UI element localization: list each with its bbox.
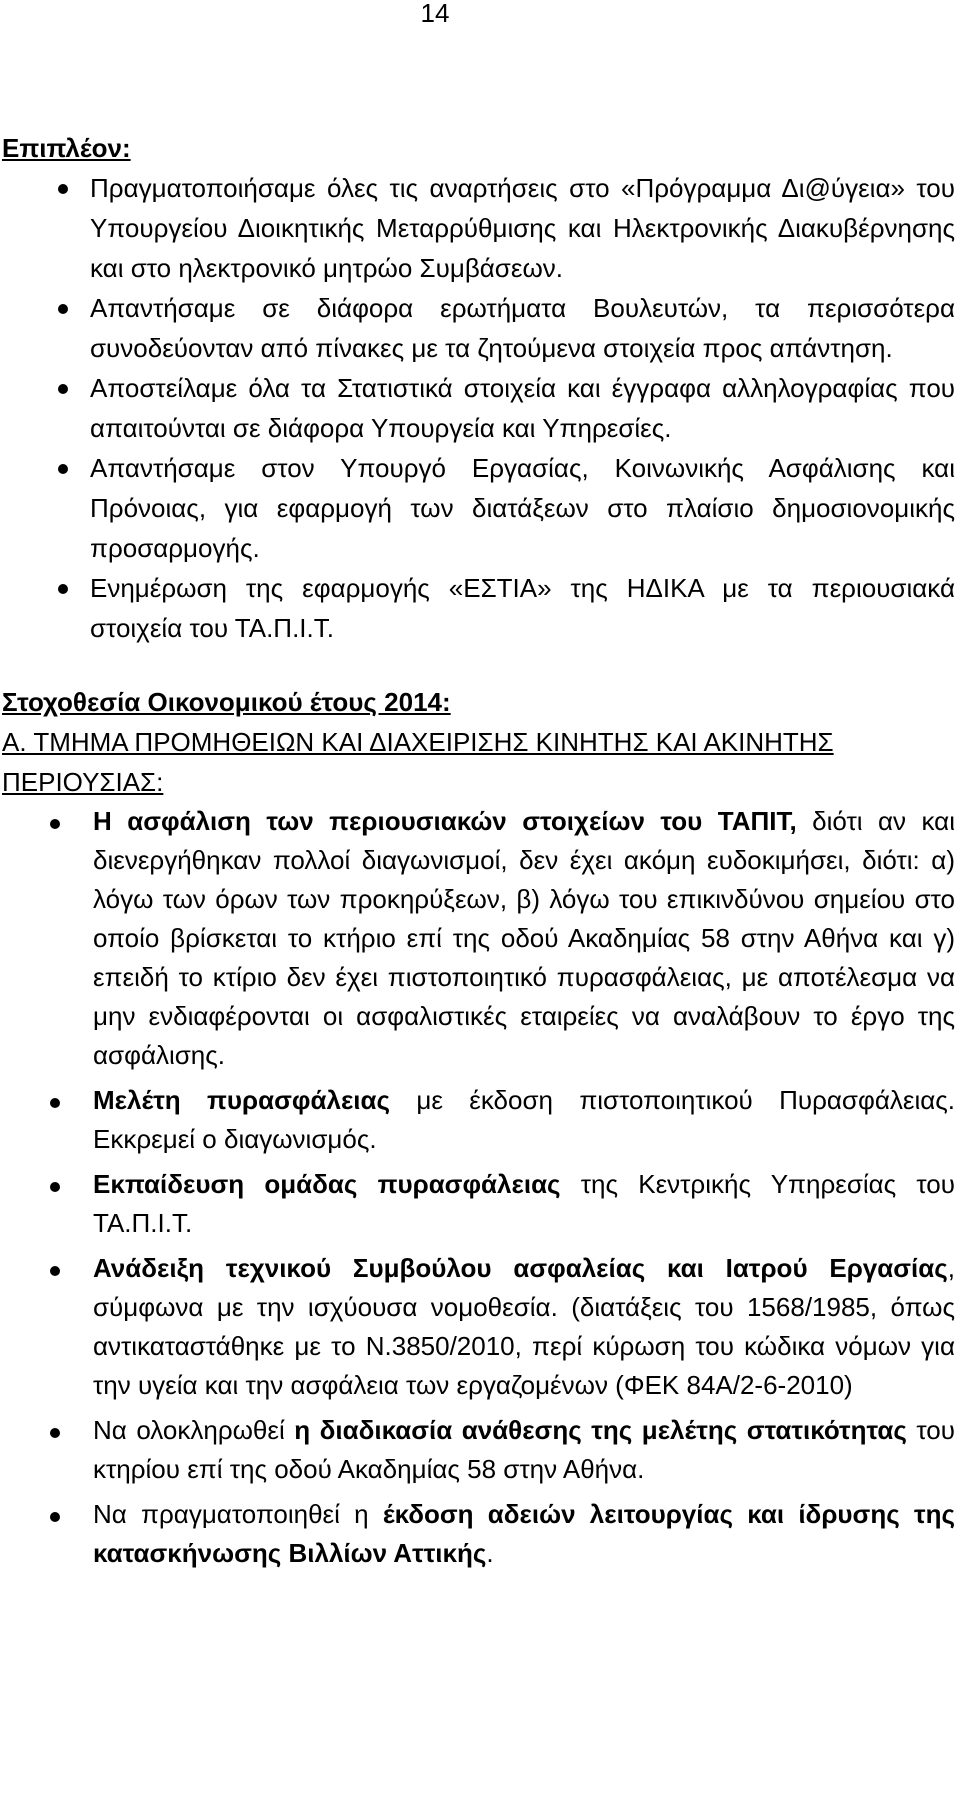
department-subheading: Α. ΤΜΗΜΑ ΠΡΟΜΗΘΕΙΩΝ ΚΑΙ ΔΙΑΧΕΙΡΙΣΗΣ ΚΙΝΗΤΗΣ ΚΑΙ ΑΚΙΝΗΤΗΣ ΠΕΡΙΟΥΣΙΑΣ:	[2, 727, 834, 797]
bullet-icon	[50, 1428, 60, 1438]
bullet-icon	[50, 1266, 60, 1276]
list-item: Ανάδειξη τεχνικού Συμβούλου ασφαλείας και Ιατρού Εργασίας, σύμφωνα με την ισχύουσα νομοθεσία. (διατάξεις του 1568/1985, όπως αντικαταστάθηκε με το Ν.3850/2010, περί κύρωση του κώδικα νόμων για την υγεία και την ασφάλεια των εργαζομένων (ΦΕΚ 84Α/2-6-2010)	[0, 1249, 955, 1405]
bullet-icon	[50, 1512, 60, 1522]
bullet-icon	[58, 184, 68, 194]
list-item: Πραγματοποιήσαμε όλες τις αναρτήσεις στο «Πρόγραμμα Δι@ύγεια» του Υπουργείου Διοικητικής Μεταρρύθμισης και Ηλεκτρονικής Διακυβέρνησης και στο ηλεκτρονικό μητρώο Συμβάσεων.	[0, 168, 955, 288]
list-item: Η ασφάλιση των περιουσιακών στοιχείων του ΤΑΠΙΤ, διότι αν και διενεργήθηκαν πολλοί διαγωνισμοί, δεν έχει ακόμη ευδοκιμήσει, διότι: α) λόγω των όρων των προκηρύξεων, β) λόγω του επικινδύνου σημείου στο οποίο βρίσκεται το κτήριο επί της οδού Ακαδημίας 58 στην Αθήνα και γ) επειδή το κτίριο δεν έχει πιστοποιητικό πυρασφάλειας, με αποτέλεσμα να μην ενδιαφέρονται οι ασφαλιστικές εταιρείες να αναλάβουν το έργο της ασφάλισης.	[0, 802, 955, 1075]
list-item: Απαντήσαμε στον Υπουργό Εργασίας, Κοινωνικής Ασφάλισης και Πρόνοιας, για εφαρμογή των διατάξεων στο πλαίσιο δημοσιονομικής προσαρμογής.	[0, 448, 955, 568]
list-item: Να πραγματοποιηθεί η έκδοση αδειών λειτουργίας και ίδρυσης της κατασκήνωσης Βιλλίων Αττικής.	[0, 1495, 955, 1573]
activities-list	[0, 168, 955, 648]
list-item: Να ολοκληρωθεί η διαδικασία ανάθεσης της μελέτης στατικότητας του κτηρίου επί της οδού Ακαδημίας 58 στην Αθήνα.	[0, 1411, 955, 1489]
bullet-icon	[58, 304, 68, 314]
section-heading-targets-2014: Στοχοθεσία Οικονομικού έτους 2014:	[2, 687, 451, 717]
bullet-icon	[58, 464, 68, 474]
list-item: Αποστείλαμε όλα τα Στατιστικά στοιχεία και έγγραφα αλληλογραφίας που απαιτούνται σε διάφορα Υπουργεία και Υπηρεσίες.	[0, 368, 955, 448]
bullet-icon	[50, 819, 60, 829]
bullet-icon	[50, 1098, 60, 1108]
section-heading-additionally: Επιπλέον:	[2, 133, 131, 163]
list-item: Μελέτη πυρασφάλειας με έκδοση πιστοποιητικού Πυρασφάλειας. Εκκρεμεί ο διαγωνισμός.	[0, 1081, 955, 1159]
bullet-icon	[58, 384, 68, 394]
list-item: Ενημέρωση της εφαρμογής «ΕΣΤΙΑ» της ΗΔΙΚΑ με τα περιουσιακά στοιχεία του ΤΑ.Π.Ι.Τ.	[0, 568, 955, 648]
list-item: Εκπαίδευση ομάδας πυρασφάλειας της Κεντρικής Υπηρεσίας του ΤΑ.Π.Ι.Τ.	[0, 1165, 955, 1243]
bullet-icon	[50, 1182, 60, 1192]
document-body	[0, 128, 955, 1579]
list-item: Απαντήσαμε σε διάφορα ερωτήματα Βουλευτών, τα περισσότερα συνοδεύονταν από πίνακες με τα ζητούμενα στοιχεία προς απάντηση.	[0, 288, 955, 368]
targets-list	[0, 802, 955, 1573]
bullet-icon	[58, 584, 68, 594]
page-number: 14	[420, 0, 450, 28]
